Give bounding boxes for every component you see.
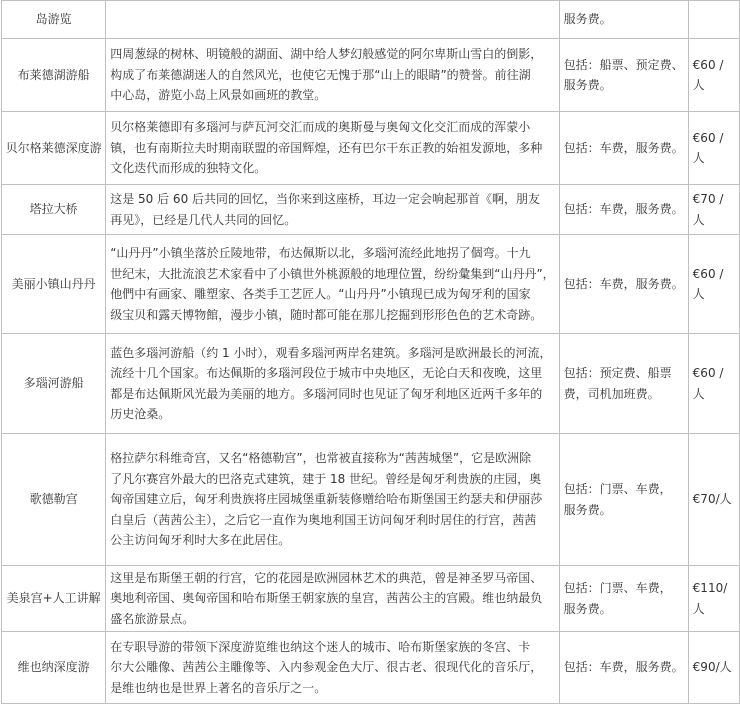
description-line: 镇，也有南斯拉夫时期南联盟的帝国辉煌，还有巴尔干东正教的始祖发源地，多种	[110, 140, 543, 155]
description-line: 在专职导游的带领下深度游览维也纳这个迷人的城市、哈布斯堡家族的冬宫、卡	[110, 639, 531, 654]
tour-price-cell: €70 /人	[688, 185, 739, 235]
tour-includes-cell	[559, 235, 688, 334]
tour-description-cell	[106, 632, 559, 704]
description-line: 历史沧桑。	[110, 407, 171, 421]
tour-name-cell: 多瑙河游船	[2, 334, 106, 434]
tour-description-cell	[106, 185, 559, 235]
tour-includes-cell	[559, 112, 688, 185]
tour-price-cell: €90/人	[688, 632, 739, 704]
description-line: 奥地利帝国、奥匈帝国和哈布斯堡王朝家族的皇宫，茜茜公主的宫殿。维也纳最负	[110, 591, 543, 606]
description-line: 四周葱绿的树林、明镜般的湖面、湖中给人梦幻般感觉的阿尔卑斯山雪白的倒影，	[110, 47, 543, 62]
description-line: 构成了布莱德湖迷人的自然风光，也使它无愧于那“山上的眼睛”的赞誉。前往湖	[110, 67, 531, 82]
description-line: 这里是布斯堡王朝的行宫，它的花园是欧洲园林艺术的典范，曾是神圣罗马帝国、	[110, 570, 543, 585]
description-line: 文化迭代而形成的独特文化。	[110, 161, 267, 176]
table-row	[2, 235, 740, 334]
tour-includes-cell	[559, 632, 688, 704]
tour-description-cell	[106, 235, 559, 334]
description-line: 匈帝国建立后，匈牙利贵族将庄园城堡重新装修赠给哈布斯堡国王约瑟夫和伊丽莎	[110, 492, 543, 507]
tour-price-cell	[688, 1, 739, 39]
tour-description-cell	[106, 566, 559, 632]
tour-includes-cell	[559, 185, 688, 235]
includes-line: 包括：船票、预定费、	[563, 57, 684, 72]
tour-description-cell	[106, 334, 559, 434]
tour-name-cell: 维也纳深度游	[2, 632, 106, 704]
description-line: “山丹丹”小镇坐落於丘陵地带，布达佩斯以北，多瑙河流经此地拐了個弯。十九	[110, 246, 531, 260]
tour-price-cell: €60 /人	[688, 39, 739, 112]
description-line: 公主访问匈牙利时大多在此居住。	[110, 533, 291, 548]
includes-line: 包括：车费，服务费。	[563, 660, 684, 675]
includes-line: 包括：门票、车费，	[563, 581, 672, 595]
tour-price-cell: €60 /人	[688, 235, 739, 334]
description-line: 都是布达佩斯风光最为美丽的地方。多瑙河同时也见证了匈牙利地区近两千多年的	[110, 386, 543, 401]
tour-description-cell	[106, 112, 559, 185]
tour-includes-cell	[559, 1, 688, 39]
table-row	[2, 1, 740, 39]
table-row	[2, 185, 740, 235]
tour-description-cell	[106, 434, 559, 566]
tour-includes-cell	[559, 566, 688, 632]
tour-includes-cell	[559, 434, 688, 566]
table-row	[2, 632, 740, 704]
tour-includes-cell	[559, 334, 688, 434]
table-row	[2, 39, 740, 112]
tour-name-cell: 岛游览	[2, 1, 106, 39]
description-line: 盛名旅游景点。	[110, 611, 195, 626]
description-line: 级宝贝和露天博物館，漫步小镇，随时都可能在那儿挖掘到形形色色的艺术奇跡。	[110, 307, 543, 322]
description-line: 尔大公雕像、茜茜公主雕像等、入内参观金色大厅、很古老、很现代化的音乐厅，	[110, 660, 543, 675]
tour-name-cell: 贝尔格莱德深度游	[2, 112, 106, 185]
description-line: 世纪末，大批流浪艺术家看中了小镇世外桃源般的地理位置，纷纷彙集到“山丹丹”，	[110, 266, 555, 281]
tour-price-cell: €60 /人	[688, 112, 739, 185]
description-line: 是维也纳也是世界上著名的音乐厅之一。	[110, 680, 327, 695]
description-line: 再见》，已经是几代人共同的回忆。	[110, 212, 297, 227]
tour-price-cell: €70/人	[688, 434, 739, 566]
includes-line: 包括：车费，服务费。	[563, 202, 684, 217]
tour-description-cell	[106, 39, 559, 112]
description-line: 白皇后（茜茜公主），之后它一直作为奥地利国王访问匈牙利时居住的行宫，茜茜	[110, 512, 537, 527]
includes-line: 服务费。	[563, 502, 612, 517]
includes-line: 包括：门票、车费，	[563, 482, 672, 496]
table-row	[2, 566, 740, 632]
tour-includes-cell	[559, 39, 688, 112]
description-line: 贝尔格莱德即有多瑙河与萨瓦河交汇而成的奥斯曼与奥匈文化交汇而成的浑蒙小	[110, 120, 531, 135]
includes-line: 费，司机加班费。	[563, 386, 660, 401]
description-line: 了凡尔赛宫外最大的巴洛克式建筑，建于 18 世纪。曾经是匈牙利贵族的庄园，奥	[110, 471, 542, 486]
description-line: 他們中有画家、雕塑家、各类手工艺匠人。“山丹丹”小镇现已成为匈牙利的国家	[110, 287, 531, 301]
description-line: 中心岛，游览小岛上风景如画班的教堂。	[110, 88, 327, 103]
tour-name-cell: 布莱德湖游船	[2, 39, 106, 112]
tour-name-cell: 塔拉大桥	[2, 185, 106, 235]
includes-line: 包括：车费，服务费。	[563, 276, 684, 291]
includes-line: 包括：预定费、船票	[563, 366, 672, 380]
tour-price-cell: €110/人	[688, 566, 739, 632]
includes-line: 服务费。	[563, 78, 612, 92]
tour-name-cell: 美泉宫+人工讲解	[2, 566, 106, 632]
tour-name-cell: 歌德勒宫	[2, 434, 106, 566]
tour-price-table	[1, 0, 740, 704]
table-row	[2, 434, 740, 566]
includes-line: 服务费。	[563, 12, 612, 27]
includes-line: 服务费。	[563, 601, 612, 616]
includes-line: 包括：车费，服务费。	[563, 140, 684, 155]
description-line: 这是 50 后 60 后共同的回忆，当你来到这座桥，耳边一定会响起那首《啊，朋友	[110, 192, 541, 206]
tour-name-cell: 美丽小镇山丹丹	[2, 235, 106, 334]
table-row	[2, 112, 740, 185]
description-line: 格拉萨尔科维奇宫，又名“格德勒宫”，也常被直接称为“茜茜城堡”，它是欧洲除	[110, 451, 532, 466]
description-line: 流经十几个国家。布达佩斯的多瑙河段位于城市中央地区，无论白天和夜晚，这里	[110, 366, 543, 380]
description-line: 蓝色多瑙河游船（约 1 小时），观看多瑙河两岸名建筑。多瑙河是欧洲最长的河流，	[110, 345, 552, 360]
table-row	[2, 334, 740, 434]
tour-description-cell	[106, 1, 559, 39]
tour-price-cell: €60 /人	[688, 334, 739, 434]
